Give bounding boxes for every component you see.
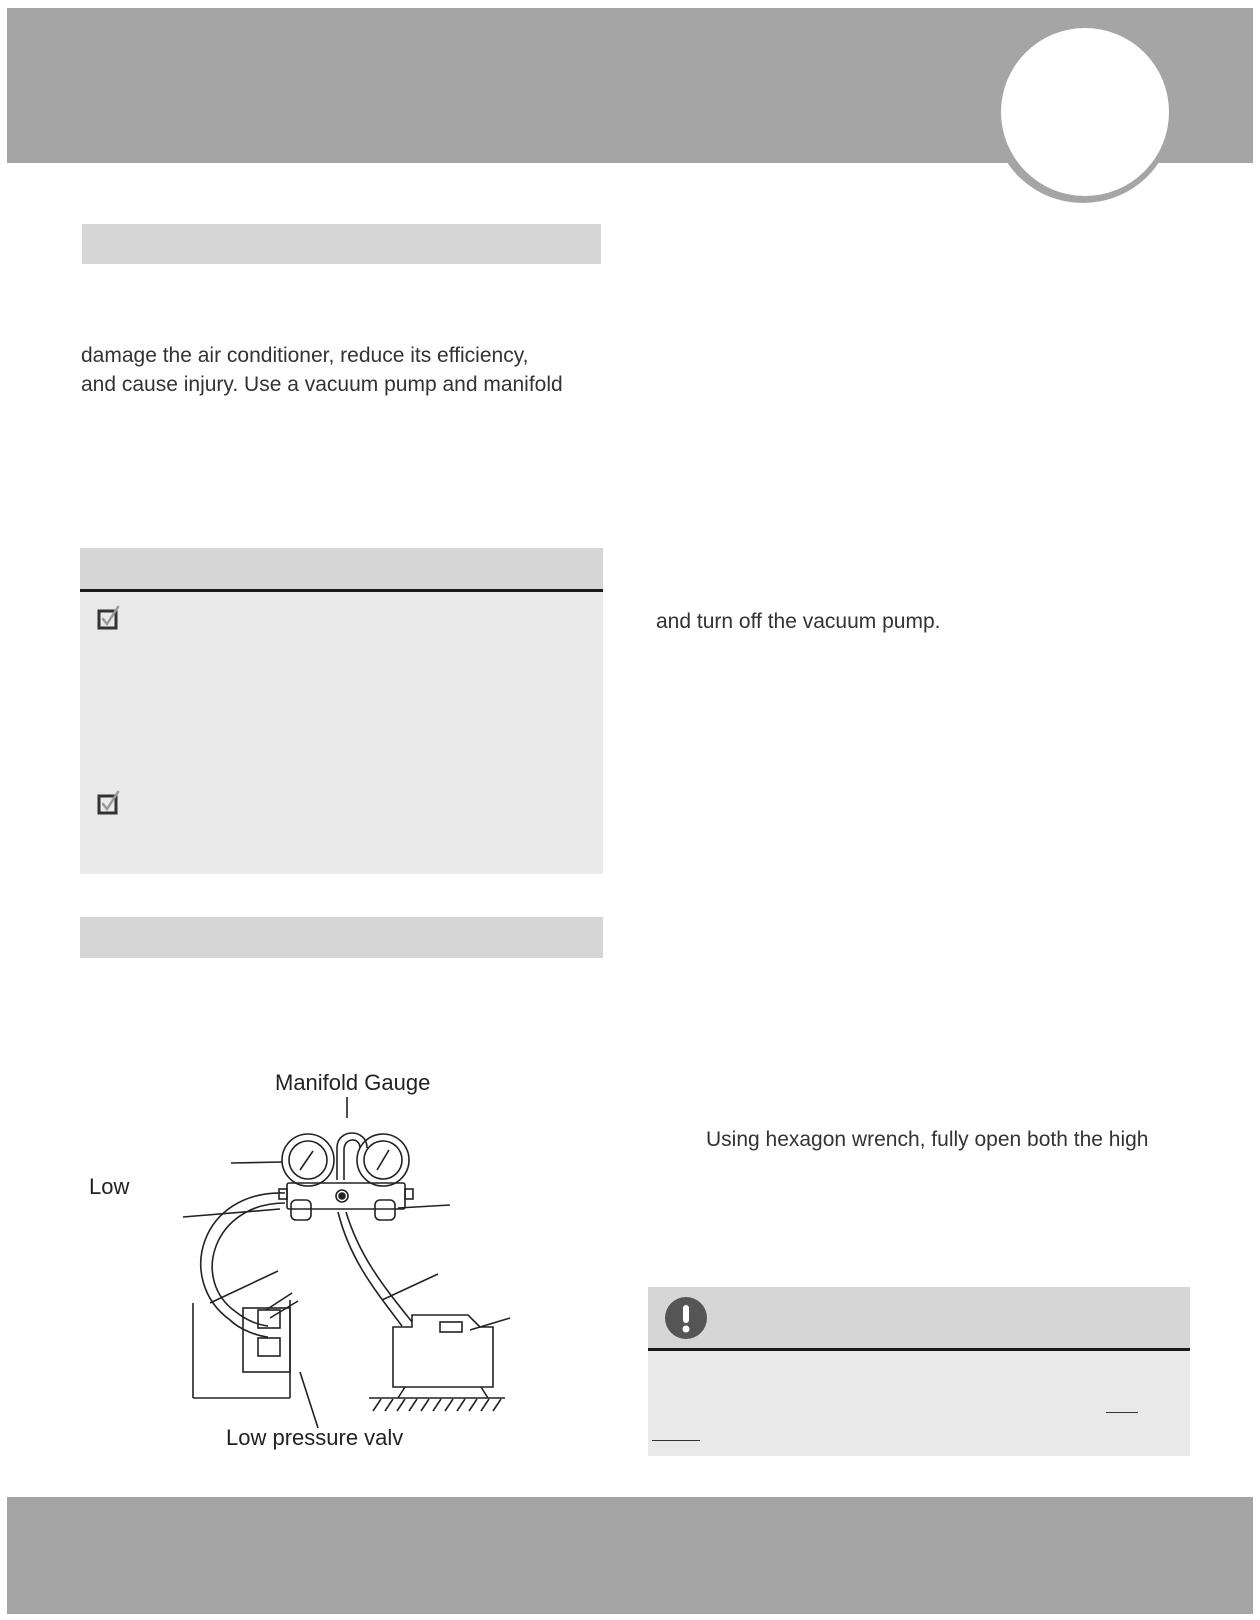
low-label: Low [89, 1174, 130, 1199]
page-badge [1001, 28, 1169, 196]
underline-mark [1106, 1412, 1138, 1413]
bottom-banner [7, 1497, 1253, 1614]
paragraph-line-1: damage the air conditioner, reduce its efficiency, [81, 344, 529, 367]
caution-header [648, 1287, 1190, 1351]
checklist-header [80, 548, 603, 592]
caution-exclamation-icon [664, 1296, 708, 1340]
underline-mark [652, 1440, 700, 1441]
hexagon-wrench-step-text: Using hexagon wrench, fully open both the high [706, 1128, 1149, 1151]
manifold-gauge-diagram [150, 1095, 520, 1430]
paragraph-line-2: and cause injury. Use a vacuum pump and manifold [81, 373, 563, 396]
checkbox-check-icon [96, 788, 124, 816]
manifold-gauge-label: Manifold Gauge [275, 1070, 431, 1095]
section-header-evacuation-instructions [80, 917, 603, 958]
low-pressure-valve-label: Low pressure valv [226, 1425, 404, 1450]
section-header-evacuation [82, 224, 601, 264]
checkbox-check-icon [96, 603, 124, 631]
vacuum-pump-step-text: and turn off the vacuum pump. [656, 610, 941, 633]
checklist-box [80, 548, 603, 874]
